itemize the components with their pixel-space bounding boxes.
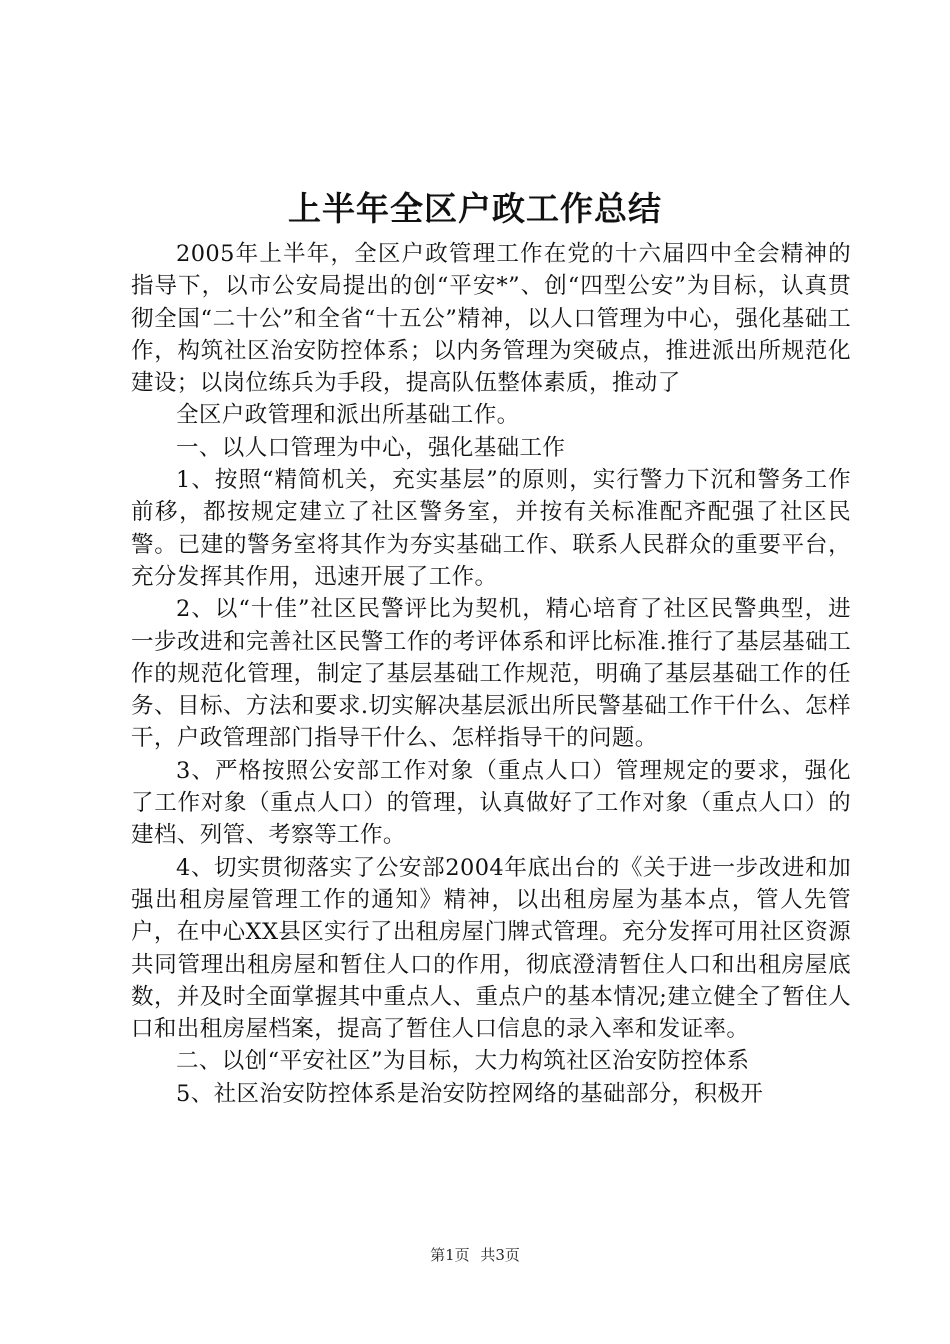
section-heading-2: 二、以创“平安社区”为目标，大力构筑社区治安防控体系 bbox=[176, 1048, 750, 1075]
section-heading-1: 一、以人口管理为中心，强化基础工作 bbox=[176, 434, 566, 461]
paragraph-item-1: 1、按照“精简机关，充实基层”的原则，实行警力下沉和警务工作前移，都按规定建立了社区警务室，并按有关标准配齐配强了社区民警。已建的警务室将其作为夯实基础工作、联系人民群众的重要平台，充分发挥其作用，迅速开展了工作。 bbox=[131, 467, 851, 590]
paragraph-item-3: 3、严格按照公安部工作对象（重点人口）管理规定的要求，强化了工作对象（重点人口）的管理，认真做好了工作对象（重点人口）的建档、列管、考察等工作。 bbox=[131, 757, 851, 849]
document-title: 上半年全区户政工作总结 bbox=[288, 189, 662, 228]
paragraph-intro: 2005年上半年，全区户政管理工作在党的十六届四中全会精神的指导下，以市公安局提出的创“平安*”、创“四型公安”为目标，认真贯彻全国“二十公”和全省“十五公”精神，以人口管理为中心，强化基础工作，构筑社区治安防控体系；以内务管理为突破点，推进派出所规范化建设；以岗位练兵为手段，提高队伍整体素质，推动了 bbox=[131, 241, 851, 397]
paragraph-intro-continued: 全区户政管理和派出所基础工作。 bbox=[176, 402, 520, 429]
page-footer bbox=[0, 1244, 950, 1265]
document-body bbox=[131, 238, 851, 1110]
page-total: 共3页 bbox=[480, 1246, 520, 1264]
paragraph-item-2: 2、以“十佳”社区民警评比为契机，精心培育了社区民警典型，进一步改进和完善社区民警工作的考评体系和评比标准.推行了基层基础工作的规范化管理，制定了基层基础工作规范，明确了基层基础工作的任务、目标、方法和要求.切实解决基层派出所民警基础工作干什么、怎样干，户政管理部门指导干什么、怎样指导干的问题。 bbox=[131, 596, 851, 752]
page-number: 第1页 bbox=[430, 1246, 470, 1264]
paragraph-item-5: 5、社区治安防控体系是治安防控网络的基础部分，积极开 bbox=[176, 1080, 764, 1107]
paragraph-item-4: 4、切实贯彻落实了公安部2004年底出台的《关于进一步改进和加强出租房屋管理工作的通知》精神，以出租房屋为基本点，管人先管户，在中心XX县区实行了出租房屋门牌式管理。充分发挥可用社区资源共同管理出租房屋和暂住人口的作用，彻底澄清暂住人口和出租房屋底数，并及时全面掌握其中重点人、重点户的基本情况;建立健全了暂住人口和出租房屋档案，提高了暂住人口信息的录入率和发证率。 bbox=[131, 854, 851, 1043]
